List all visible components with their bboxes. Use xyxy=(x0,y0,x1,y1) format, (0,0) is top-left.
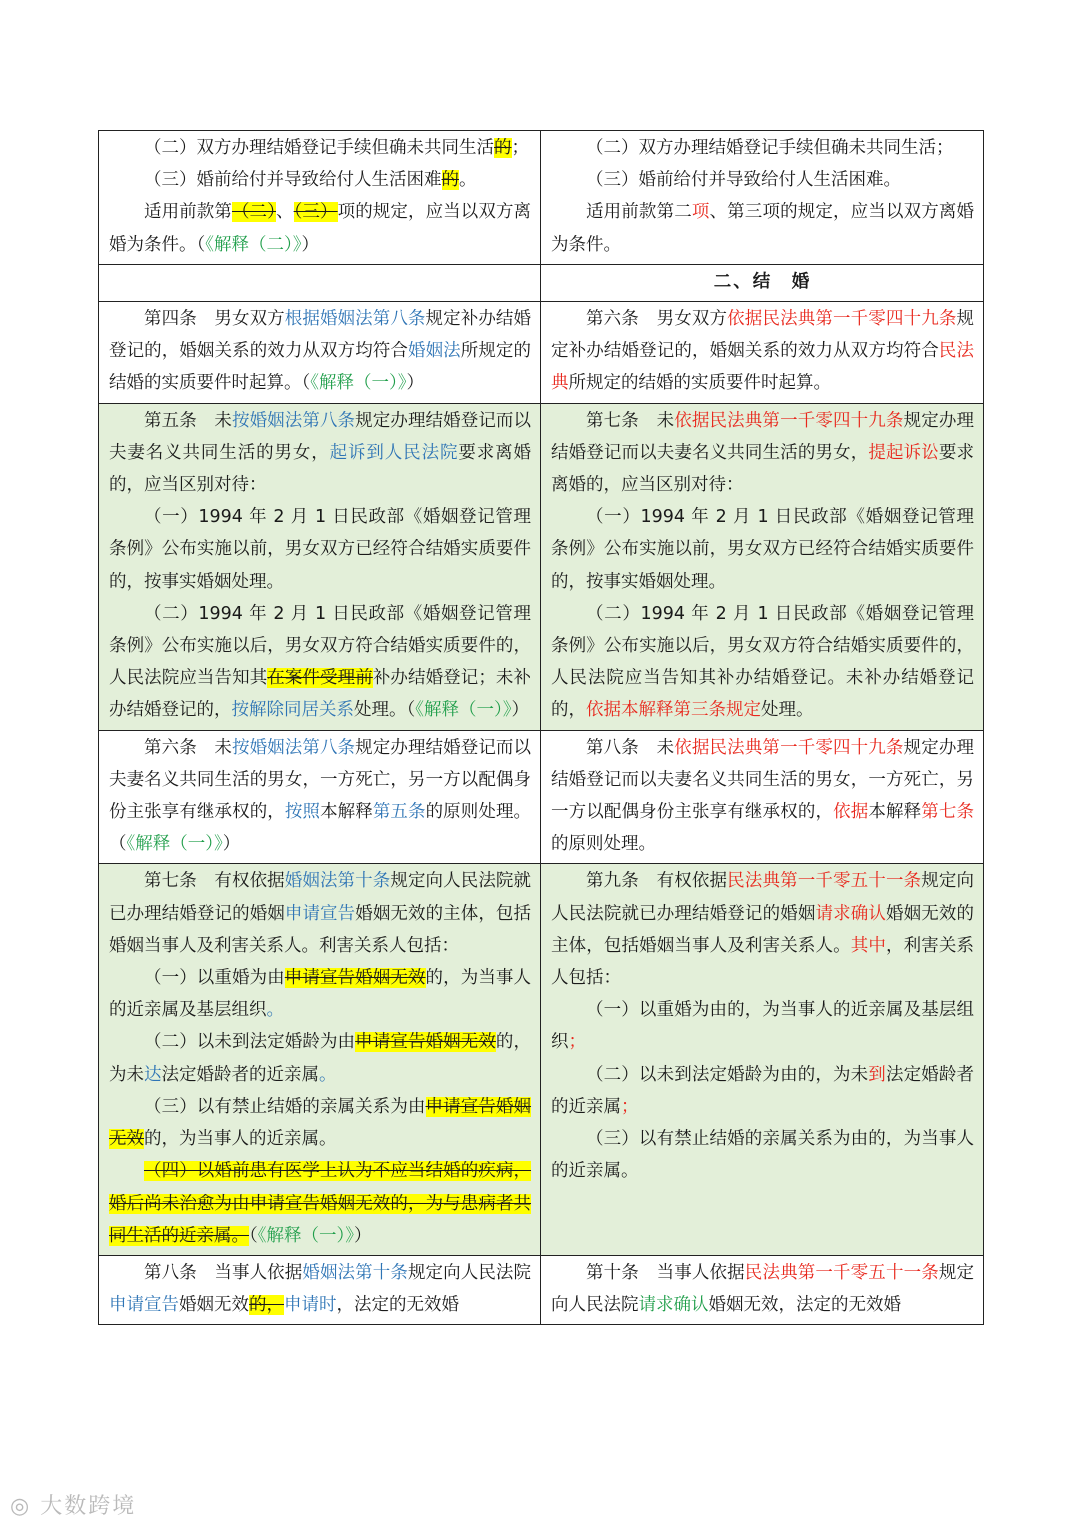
source-citation: 《解释（二）》 xyxy=(205,234,302,255)
paragraph: （二）以未到法定婚龄为由申请宣告婚姻无效的，为未达法定婚龄者的近亲属。 xyxy=(109,1032,532,1085)
new-text-cell xyxy=(541,864,984,1255)
old-text-cell xyxy=(99,403,541,730)
watermark: ◎ 大数跨境 xyxy=(10,1494,137,1519)
paragraph: （二）1994 年 2 月 1 日民政部《婚姻登记管理条例》公布实施以后，男女双方符合结婚实质要件的，人民法院应当告知其在案件受理前补办结婚登记；未补办结婚登记的，按解除同居关系处理。（《解释（一）》） xyxy=(109,603,532,721)
old-text-cell xyxy=(99,131,541,265)
paragraph: （一）1994 年 2 月 1 日民政部《婚姻登记管理条例》公布实施以前，男女双方已经符合结婚实质要件的，按事实婚姻处理。 xyxy=(551,507,974,592)
paragraph: （二）双方办理结婚登记手续但确未共同生活； xyxy=(586,138,954,158)
paragraph: 第五条 未按婚姻法第八条规定办理结婚登记而以夫妻名义共同生活的男女，起诉到人民法院要求离婚的，应当区别对待： xyxy=(109,410,532,496)
empty-cell xyxy=(99,264,541,301)
new-text-cell xyxy=(541,302,984,404)
paragraph: 适用前款第二项、第三项的规定，应当以双方离婚为条件。 xyxy=(551,202,975,255)
paragraph: （三）以有禁止结婚的亲属关系为由申请宣告婚姻无效的，为当事人的近亲属。 xyxy=(109,1096,532,1150)
source-citation: 《解释（一）》 xyxy=(310,373,407,394)
comparison-table xyxy=(98,130,984,1325)
paragraph: 第十条 当事人依据民法典第一千零五十一条规定向人民法院请求确认婚姻无效，法定的无效婚 xyxy=(551,1262,975,1316)
source-citation: 《解释（一）》 xyxy=(126,834,223,855)
new-text-cell xyxy=(541,1255,984,1324)
old-text-cell xyxy=(99,302,541,404)
paragraph: （三）婚前给付并导致给付人生活困难的。 xyxy=(144,170,477,191)
watermark-logo-icon: ◎ xyxy=(10,1494,41,1519)
paragraph: 适用前款第（二）、（三）项的规定，应当以双方离婚为条件。（《解释（二）》） xyxy=(109,202,532,255)
paragraph: （三）婚前给付并导致给付人生活困难。 xyxy=(586,170,901,191)
table-row xyxy=(99,403,984,730)
paragraph: 第八条 当事人依据婚姻法第十条规定向人民法院申请宣告婚姻无效的，申请时，法定的无效婚 xyxy=(109,1262,532,1316)
paragraph: 第八条 未依据民法典第一千零四十九条规定办理结婚登记而以夫妻名义共同生活的男女，一方死亡，另一方以配偶身份主张享有继承权的，依据本解释第七条的原则处理。 xyxy=(551,737,975,855)
paragraph: （四）以婚前患有医学上认为不应当结婚的疾病，婚后尚未治愈为由申请宣告婚姻无效的，为与患病者共同生活的近亲属。（《解释（一）》） xyxy=(109,1161,531,1246)
table-row xyxy=(99,131,984,265)
paragraph: （一）以重婚为由申请宣告婚姻无效的，为当事人的近亲属及基层组织。 xyxy=(109,968,532,1021)
section-header-row xyxy=(99,264,984,301)
section-title: 二、结 婚 xyxy=(713,271,812,292)
paragraph: 第六条 未按婚姻法第八条规定办理结婚登记而以夫妻名义共同生活的男女，一方死亡，另一方以配偶身份主张享有继承权的，按照本解释第五条的原则处理。（《解释（一）》） xyxy=(109,737,532,855)
paragraph: （一）1994 年 2 月 1 日民政部《婚姻登记管理条例》公布实施以前，男女双方已经符合结婚实质要件的，按事实婚姻处理。 xyxy=(109,507,531,592)
old-text-cell xyxy=(99,864,541,1255)
source-citation: 《解释（一）》 xyxy=(415,700,512,721)
source-citation: 《解释（一）》 xyxy=(257,1225,354,1246)
paragraph: （一）以重婚为由的，为当事人的近亲属及基层组织； xyxy=(551,1000,974,1053)
table-row xyxy=(99,302,984,404)
table-row xyxy=(99,864,984,1255)
paragraph: （二）双方办理结婚登记手续但确未共同生活的； xyxy=(144,138,529,158)
table-row xyxy=(99,1255,984,1324)
paragraph: （二）1994 年 2 月 1 日民政部《婚姻登记管理条例》公布实施以后，男女双方符合结婚实质要件的，人民法院应当告知其补办结婚登记。未补办结婚登记的，依据本解释第三条规定处理。 xyxy=(551,603,974,721)
paragraph: 第九条 有权依据民法典第一千零五十一条规定向人民法院就已办理结婚登记的婚姻请求确认婚姻无效的主体，包括婚姻当事人及利害关系人。其中，利害关系人包括： xyxy=(551,871,975,989)
new-text-cell xyxy=(541,730,984,864)
paragraph: 第七条 未依据民法典第一千零四十九条规定办理结婚登记而以夫妻名义共同生活的男女，提起诉讼要求离婚的，应当区别对待： xyxy=(551,410,975,496)
old-text-cell xyxy=(99,730,541,864)
paragraph: （二）以未到法定婚龄为由的，为未到法定婚龄者的近亲属； xyxy=(551,1064,975,1117)
paragraph: （三）以有禁止结婚的亲属关系为由的，为当事人的近亲属。 xyxy=(551,1129,974,1182)
paragraph: 第六条 男女双方依据民法典第一千零四十九条规定补办结婚登记的，婚姻关系的效力从双方均符合民法典所规定的结婚的实质要件时起算。 xyxy=(551,309,975,394)
paragraph: 第七条 有权依据婚姻法第十条规定向人民法院就已办理结婚登记的婚姻申请宣告婚姻无效的主体，包括婚姻当事人及利害关系人。利害关系人包括： xyxy=(109,871,532,956)
table-row xyxy=(99,730,984,864)
new-text-cell xyxy=(541,131,984,265)
paragraph: 第四条 男女双方根据婚姻法第八条规定补办结婚登记的，婚姻关系的效力从双方均符合婚姻法所规定的结婚的实质要件时起算。（《解释（一）》） xyxy=(109,309,532,394)
section-title-cell xyxy=(541,264,984,301)
new-text-cell xyxy=(541,403,984,730)
old-text-cell xyxy=(99,1255,541,1324)
